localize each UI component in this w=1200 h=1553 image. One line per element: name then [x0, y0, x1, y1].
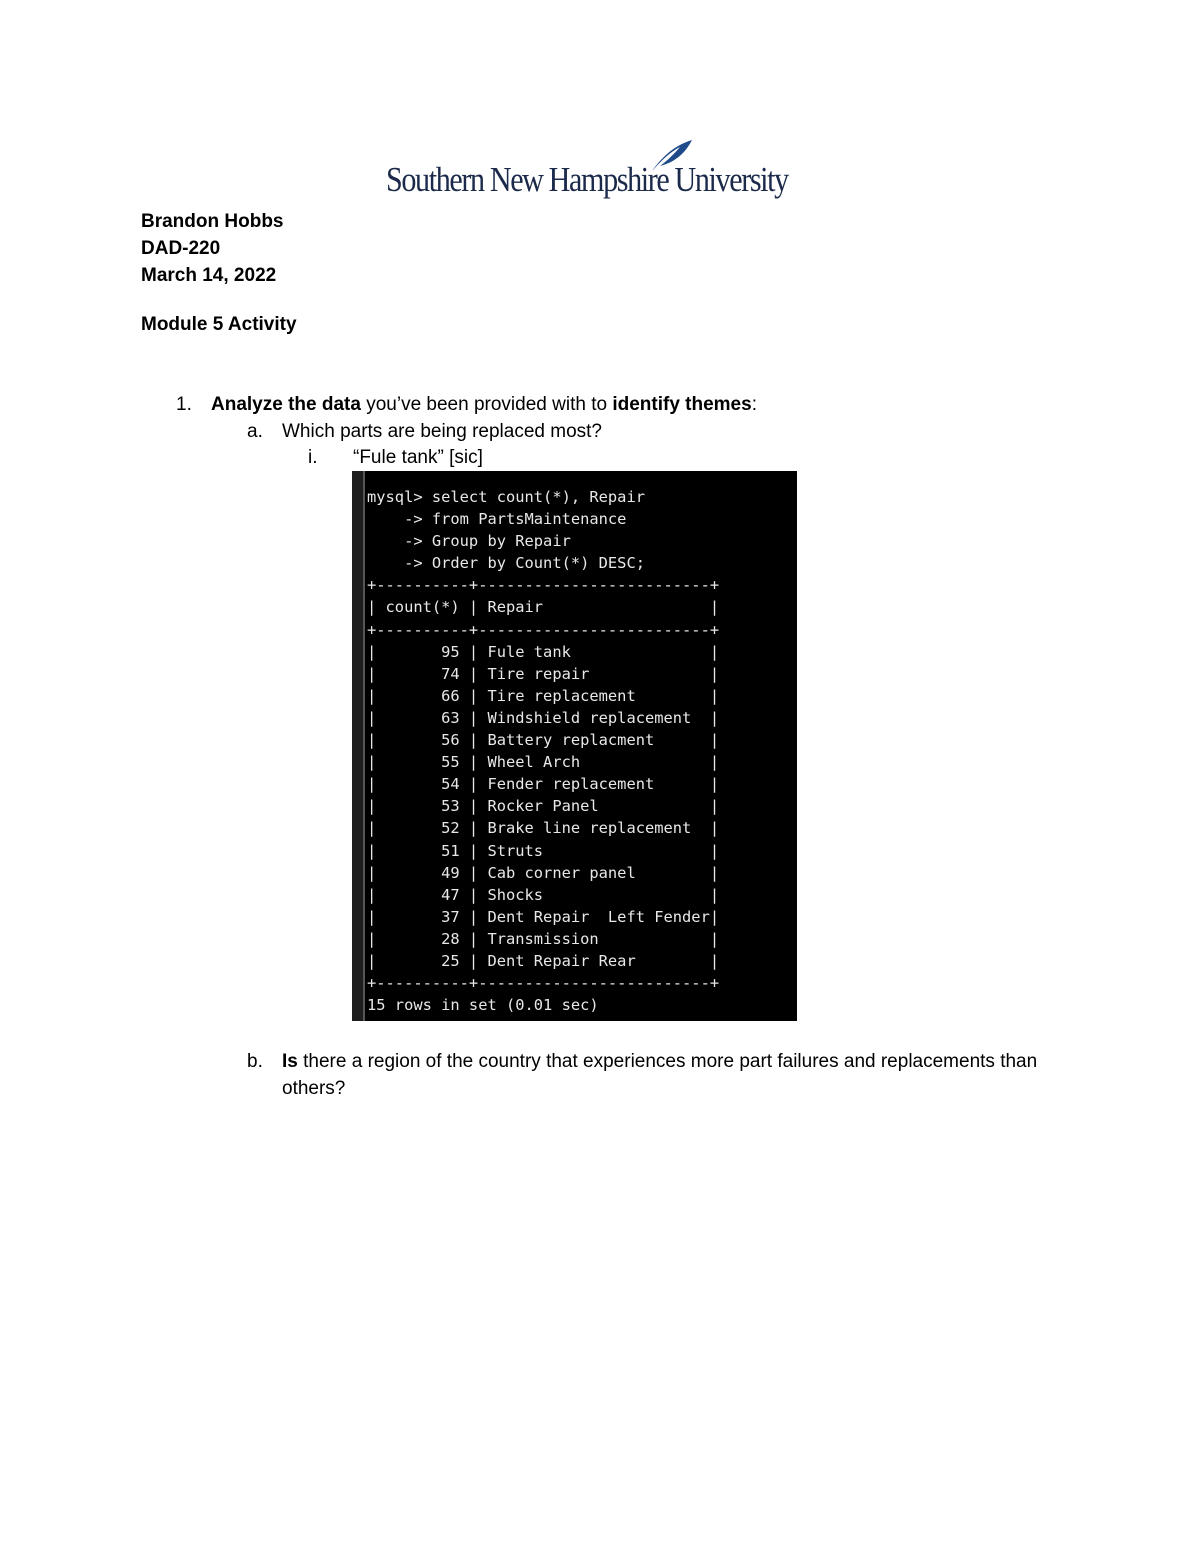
- table-row: | 95 | Fule tank |: [367, 642, 720, 661]
- question-1-bold-a: Analyze the data: [211, 394, 361, 415]
- table-row: | 47 | Shocks |: [367, 885, 720, 904]
- table-row: | 37 | Dent Repair Left Fender|: [367, 907, 720, 926]
- question-1-bold-b: identify themes: [612, 394, 752, 415]
- course-code: DAD-220: [141, 238, 221, 259]
- table-header-row: | count(*) | Repair |: [367, 598, 720, 617]
- table-row: | 25 | Dent Repair Rear |: [367, 951, 720, 970]
- table-row: | 53 | Rocker Panel |: [367, 797, 720, 816]
- sub-answer-i-text: “Fule tank” [sic]: [353, 447, 483, 468]
- table-row: | 55 | Wheel Arch |: [367, 753, 720, 772]
- question-1-plain-b: :: [751, 394, 757, 415]
- sql-continuation-line: -> Group by Repair: [404, 532, 571, 551]
- table-row: | 52 | Brake line replacement |: [367, 819, 720, 838]
- document-date: March 14, 2022: [141, 265, 277, 286]
- sql-continuation-line: -> Order by Count(*) DESC;: [404, 554, 645, 573]
- sql-continuation-line: -> from PartsMaintenance: [404, 510, 627, 529]
- question-1-text: [211, 394, 757, 416]
- table-border: +----------+-------------------------+: [367, 974, 720, 993]
- table-row: | 74 | Tire repair |: [367, 664, 720, 683]
- module-title: Module 5 Activity: [141, 314, 297, 335]
- document-header: [141, 208, 284, 289]
- table-row: | 54 | Fender replacement |: [367, 775, 720, 794]
- table-border: +----------+-------------------------+: [367, 620, 720, 639]
- table-row: | 63 | Windshield replacement |: [367, 708, 720, 727]
- table-row: | 51 | Struts |: [367, 841, 720, 860]
- sub-question-b-text: [282, 1048, 1042, 1102]
- sub-answer-i-marker: i.: [308, 447, 318, 468]
- logo-wordmark: Southern New Hampshire University: [386, 160, 788, 199]
- table-row: | 56 | Battery replacment |: [367, 731, 720, 750]
- question-1-plain-a: you’ve been provided with to: [360, 394, 613, 415]
- terminal-output: [367, 486, 719, 1016]
- result-footer: 15 rows in set (0.01 sec): [367, 996, 599, 1015]
- sql-prompt-line: mysql> select count(*), Repair: [367, 488, 645, 506]
- sub-question-a-marker: a.: [247, 421, 263, 442]
- author-name: Brandon Hobbs: [141, 211, 284, 232]
- question-1-number: 1.: [176, 394, 192, 415]
- mysql-terminal-screenshot: [352, 471, 797, 1021]
- university-logo: [386, 138, 816, 210]
- table-row: | 28 | Transmission |: [367, 929, 720, 948]
- sub-question-b-rest: there a region of the country that experiences more part failures and replacements than others?: [282, 1051, 1038, 1099]
- sub-question-a-text: Which parts are being replaced most?: [282, 421, 602, 442]
- table-row: | 49 | Cab corner panel |: [367, 863, 720, 882]
- table-border: +----------+-------------------------+: [367, 576, 720, 595]
- table-row: | 66 | Tire replacement |: [367, 686, 720, 705]
- sub-question-b-bold: Is: [282, 1051, 298, 1072]
- sub-question-b-marker: b.: [247, 1051, 263, 1072]
- terminal-scrollbar: [352, 471, 365, 1021]
